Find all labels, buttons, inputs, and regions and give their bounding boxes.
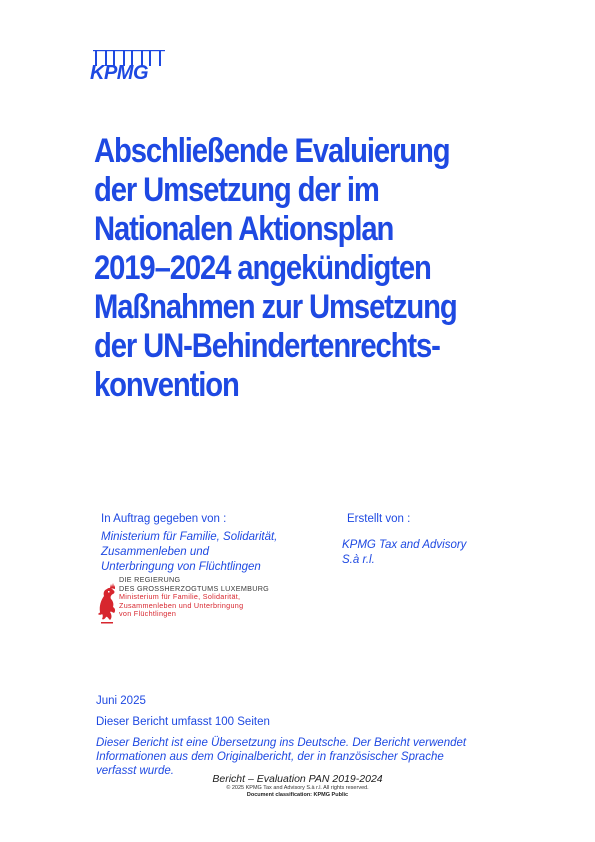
government-logo [96, 576, 336, 632]
ministry-line: Ministerium für Familie, Solidarität, [101, 531, 278, 543]
note-line: Dieser Bericht ist eine Übersetzung ins Deutsche. Der Bericht verwendet [96, 737, 467, 749]
ministry-line: Zusammenleben und [101, 546, 210, 558]
report-date: Juni 2025 [96, 695, 146, 707]
title-line: 2019–2024 angekündigten [94, 249, 431, 287]
commissioned-label: In Auftrag gegeben von : [101, 513, 227, 525]
prepared-label: Erstellt von : [347, 513, 411, 525]
title-line: Maßnahmen zur Umsetzung [94, 288, 457, 326]
note-line: Informationen aus dem Originalbericht, der in französischer Sprache [96, 751, 444, 763]
page-count: Dieser Bericht umfasst 100 Seiten [96, 716, 270, 728]
title-line: Abschließende Evaluierung [94, 132, 450, 170]
translation-note [96, 736, 491, 778]
footer-title: Bericht – Evaluation PAN 2019-2024 [212, 773, 383, 785]
footer-copyright: © 2025 KPMG Tax and Advisory S.à r.l. All rights reserved. [226, 785, 369, 791]
luxembourg-red-lion-icon [96, 582, 118, 628]
kpmg-logo-text: KPMG [90, 62, 148, 84]
note-line: verfasst wurde. [96, 765, 174, 777]
commissioned-ministry [101, 530, 277, 575]
footer-classification: Document classification: KPMG Public [246, 792, 349, 798]
document-title [94, 132, 455, 405]
gov-line: DES GROSSHERZOGTUMS LUXEMBURG [119, 583, 270, 593]
gov-ministry-line: von Flüchtlingen [119, 609, 177, 618]
gov-ministry-line: Ministerium für Familie, Solidarität, [119, 592, 241, 601]
government-logo-text [119, 576, 269, 619]
gov-line: DIE REGIERUNG [119, 575, 181, 584]
title-line: der Umsetzung der im [94, 171, 379, 209]
prepared-company [342, 538, 466, 568]
title-line: konvention [94, 366, 239, 404]
ministry-line: Unterbringung von Flüchtlingen [101, 561, 261, 573]
title-line: der UN-Behindertenrechts- [94, 327, 440, 365]
gov-ministry-line: Zusammenleben und Unterbringung [119, 600, 244, 610]
kpmg-logo [90, 50, 166, 84]
title-line: Nationalen Aktionsplan [94, 210, 394, 248]
company-line: S.à r.l. [342, 554, 375, 566]
company-line: KPMG Tax and Advisory [342, 539, 467, 551]
